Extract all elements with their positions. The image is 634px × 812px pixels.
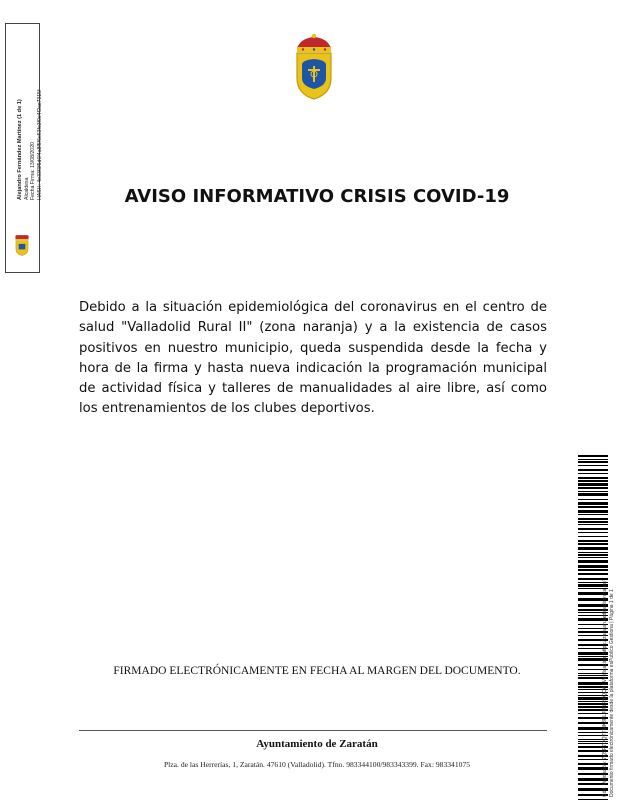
barcode-bar [578, 465, 608, 466]
footer-divider [79, 730, 547, 731]
barcode-bar [578, 469, 608, 471]
barcode-bar [578, 483, 608, 486]
electronic-signature-note: FIRMADO ELECTRÓNICAMENTE EN FECHA AL MARGEN DEL DOCUMENTO. [113, 665, 521, 677]
stamp-crest-icon [11, 234, 33, 256]
signer-name: Alejandro Fernández Martínez (1 de 1) [17, 99, 23, 200]
barcode-bar [578, 799, 608, 800]
barcode-bar [578, 493, 608, 496]
validation-platform: Documento firmado electrónicamente desde la plataforma esPublico Gestiona | Página 1 de 1 [608, 589, 615, 797]
notice-body: Debido a la situación epidemiológica del coronavirus en el centro de salud "Valladolid Rural II" (zona naranja) y a la existencia de casos positivos en nuestro municipio, queda suspendida desde la fecha y hora de la firma y hasta nueva indicación la programación municipal de actividad física y talleres de manualidades al aire libre, así como los entrenamientos de los clubes deportivos. [79, 300, 547, 417]
signer-role: Alcaldesa [23, 177, 30, 200]
barcode-bar [578, 491, 608, 492]
validation-text [602, 497, 615, 797]
barcode-bar [578, 461, 608, 463]
signature-hash: HASH: 4e33f3f5d6f4a8f5f6e53fc3f0e4f2ac7315f [36, 89, 43, 200]
footer-address: Plza. de las Herrerías, 1, Zaratán. 47610 (Valladolid). Tfno. 983344100/983343399. Fax: 983341075 [163, 760, 471, 769]
barcode-bar [578, 487, 608, 489]
municipal-crest-logo [271, 32, 357, 102]
barcode-bar [578, 455, 608, 457]
barcode-bar [578, 473, 608, 474]
signature-stamp-text [17, 10, 43, 200]
barcode-bar [578, 459, 608, 460]
barcode-bar [578, 480, 608, 482]
signature-date: Fecha Firma: 13/08/2020 [30, 142, 37, 200]
validation-code: Cód. Validación: 7Q9P7DQTTMK3PL4WLRYQCA | Verificación: https://zaratan.sedelectronica.es/ [602, 580, 608, 797]
barcode-bar [578, 477, 608, 479]
footer-organization: Ayuntamiento de Zaratán [256, 738, 378, 750]
document-title: AVISO INFORMATIVO CRISIS COVID-19 [124, 186, 510, 207]
